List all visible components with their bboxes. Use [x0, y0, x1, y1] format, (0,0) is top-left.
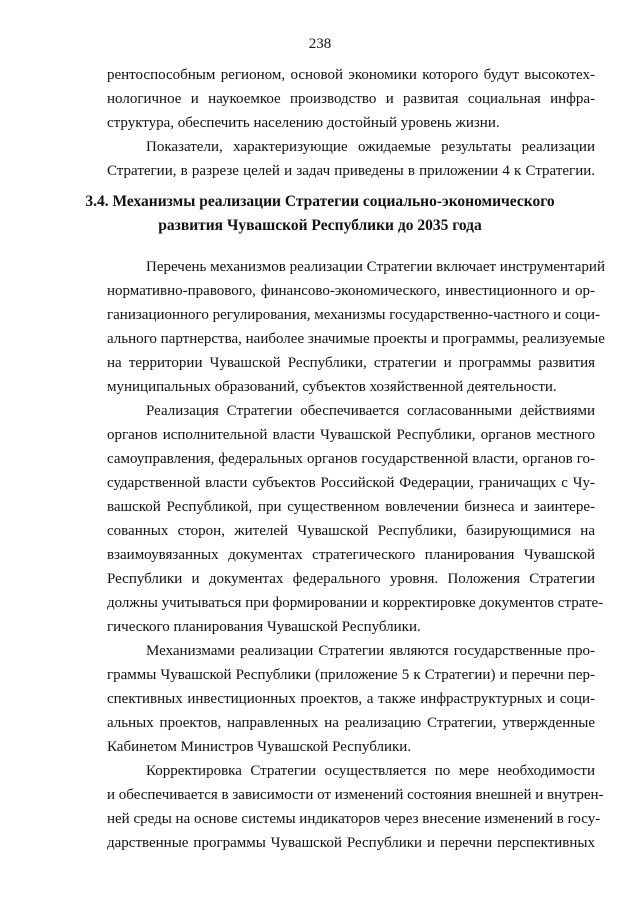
paragraph2-line-6: сованных сторон, жителей Чувашской Республики, базирующимися на: [107, 523, 595, 539]
paragraph1-line-6: муниципальных образований, субъектов хозяйственной деятельности.: [107, 379, 557, 395]
paragraph1-line-4: ального партнерства, наиболее значимые проекты и программы, реализуемые: [107, 331, 605, 347]
paragraph3-line-3: спективных инвестиционных проектов, а также инфраструктурных и соци-: [107, 691, 595, 707]
paragraph2-line-2: органов исполнительной власти Чувашской Республики, органов местного: [107, 427, 595, 443]
section-heading-line-1: 3.4. Механизмы реализации Стратегии социально-экономического: [85, 193, 555, 210]
paragraph2-line-8: Республики и документах федерального уровня. Положения Стратегии: [107, 571, 595, 587]
paragraph2-line-4: сударственной власти субъектов Российской Федерации, граничащих с Чу-: [107, 475, 595, 491]
paragraph1-line-1: Перечень механизмов реализации Стратегии включает инструментарий: [146, 259, 605, 275]
paragraph2-line-9: должны учитываться при формировании и корректировке документов страте-: [107, 595, 604, 611]
intro-line-3: структура, обеспечить населению достойный уровень жизни.: [107, 115, 500, 131]
section-heading-line-2: развития Чувашской Республики до 2035 года: [158, 217, 482, 234]
intro-line-1: рентоспособным регионом, основой экономики которого будут высокотех-: [107, 67, 595, 83]
paragraph3-line-1: Механизмами реализации Стратегии являются государственные про-: [146, 643, 595, 659]
paragraph2-line-1: Реализация Стратегии обеспечивается согласованными действиями: [146, 403, 595, 419]
paragraph3-line-4: альных проектов, направленных на реализацию Стратегии, утвержденные: [107, 715, 595, 731]
paragraph2-line-7: взаимоувязанных документах стратегического планирования Чувашской: [107, 547, 595, 563]
intro-line-2: нологичное и наукоемкое производство и развитая социальная инфра-: [107, 91, 595, 107]
paragraph1-line-3: ганизационного регулирования, механизмы государственно-частного и соци-: [107, 307, 601, 323]
paragraph4-line-2: и обеспечивается в зависимости от изменений состояния внешней и внутрен-: [107, 787, 604, 803]
paragraph1-line-5: на территории Чувашской Республики, стратегии и программы развития: [107, 355, 595, 371]
paragraph2-line-3: самоуправления, федеральных органов государственной власти, органов го-: [107, 451, 595, 467]
paragraph3-line-2: граммы Чувашской Республики (приложение 5 к Стратегии) и перечни пер-: [107, 667, 595, 683]
paragraph4-line-1: Корректировка Стратегии осуществляется по мере необходимости: [146, 763, 595, 779]
paragraph4-line-4: дарственные программы Чувашской Республики и перечни перспективных: [107, 835, 595, 851]
paragraph1-line-2: нормативно-правового, финансово-экономического, инвестиционного и ор-: [107, 283, 595, 299]
indicators-line-2: Стратегии, в разрезе целей и задач приведены в приложении 4 к Стратегии.: [107, 163, 595, 179]
paragraph2-line-5: вашской Республикой, при существенном вовлечении бизнеса и заинтере-: [107, 499, 595, 515]
paragraph3-line-5: Кабинетом Министров Чувашской Республики.: [107, 739, 412, 755]
paragraph2-line-10: гического планирования Чувашской Республики.: [107, 619, 421, 635]
paragraph4-line-3: ней среды на основе системы индикаторов через внесение изменений в госу-: [107, 811, 601, 827]
indicators-line-1: Показатели, характеризующие ожидаемые результаты реализации: [146, 139, 595, 155]
page-number: 238: [308, 36, 332, 52]
